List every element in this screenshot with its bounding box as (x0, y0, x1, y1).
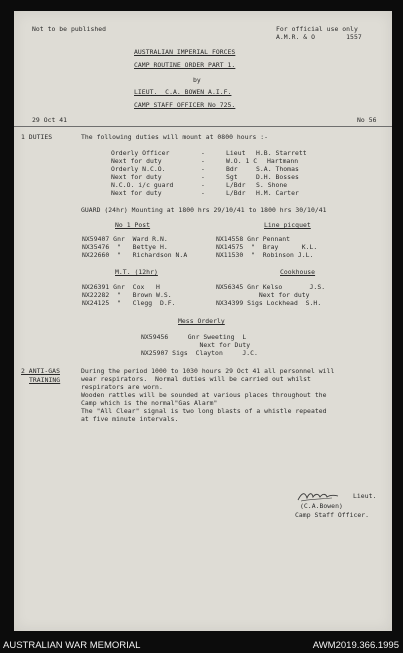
mess-entry: NX25907 Sigs Clayton J.C. (141, 349, 258, 357)
antigas-text-line: at five minute intervals. (81, 415, 179, 423)
duty-name: S.A. Thomas (256, 165, 299, 173)
post1-entry: NX22660 " Richardson N.A (82, 251, 188, 259)
mt-entry: NX22282 " Brown W.S. (82, 291, 172, 299)
duty-role: Orderly N.C.O. (111, 165, 166, 173)
cookhouse-title: Cookhouse (280, 268, 316, 276)
line-picquet-entry: NX14558 Gnr Pennant (216, 235, 291, 243)
mess-orderly-title: Mess Orderly (178, 317, 225, 325)
antigas-text-line: The "All Clear" signal is two long blasts of a whistle repeated (81, 407, 327, 415)
duty-rank: Sgt (226, 173, 238, 181)
mt-entry: NX24125 " Clegg D.F. (82, 299, 176, 307)
signature-rank: Lieut. (353, 492, 377, 500)
duty-rank: L/Bdr (226, 181, 246, 189)
header-rule (14, 126, 392, 127)
antigas-text-line: During the period 1000 to 1030 hours 29 Oct 41 all personnel will (81, 367, 335, 375)
duty-name: H.B. Starrett (256, 149, 307, 157)
title-staff-officer: CAMP STAFF OFFICER No 725. (134, 101, 236, 109)
duty-dash: - (201, 149, 205, 157)
duty-name: S. Shone (256, 181, 288, 189)
order-date: 29 Oct 41 (32, 116, 68, 124)
duty-rank: Lieut (226, 149, 246, 157)
archive-footer (0, 638, 403, 653)
line-picquet-title: Line picquet (264, 221, 311, 229)
duty-role: Next for duty (111, 173, 162, 181)
duty-role: N.C.O. i/c guard (111, 181, 174, 189)
line-picquet-entry: NX11530 " Robinson J.L. (216, 251, 314, 259)
duty-rank: L/Bdr (226, 189, 246, 197)
archive-reference: AWM2019.366.1995 (312, 640, 399, 651)
post1-entry: NX59407 Gnr Ward R.N. (82, 235, 168, 243)
post1-title: No 1 Post (115, 221, 151, 229)
duty-role: Orderly Officer (111, 149, 170, 157)
duties-intro: The following duties will mount at 0800 hours :- (81, 133, 269, 141)
duty-name: H.M. Carter (256, 189, 299, 197)
official-use-note: For official use only (276, 25, 358, 33)
title-order: CAMP ROUTINE ORDER PART 1. (134, 61, 236, 69)
reference-number: A.M.R. & O 1557 (276, 33, 362, 41)
antigas-label-2: TRAINING (29, 376, 61, 384)
duty-role: Next for duty (111, 189, 162, 197)
duties-label: 1 DUTIES (21, 133, 53, 141)
cookhouse-entry: NX34399 Sigs Lockhead S.H. (216, 299, 322, 307)
title-by: by (193, 76, 201, 84)
not-published-note: Not to be published (32, 25, 107, 33)
duty-name: Hartmann (267, 157, 299, 165)
antigas-text-line: wear respirators. Normal duties will be carried out whilst (81, 375, 311, 383)
title-forces: AUSTRALIAN IMPERIAL FORCES (134, 48, 236, 56)
duty-rank: W.O. 1 C (226, 157, 258, 165)
order-number: No 56 (357, 116, 377, 124)
antigas-text-line: Camp which is the normal"Gas Alarm" (81, 399, 218, 407)
duty-dash: - (201, 189, 205, 197)
mess-entry: Next for Duty (141, 341, 251, 349)
title-officer: LIEUT. C.A. BOWEN A.I.F. (134, 88, 232, 96)
duty-dash: - (201, 173, 205, 181)
duty-dash: - (201, 181, 205, 189)
signature-title: Camp Staff Officer. (295, 511, 370, 519)
document-page (14, 11, 392, 631)
duty-dash: - (201, 157, 205, 165)
duty-rank: Bdr (226, 165, 238, 173)
guard-line: GUARD (24hr) Mounting at 1800 hrs 29/10/41 to 1800 hrs 30/10/41 (81, 206, 327, 214)
duty-name: D.H. Bosses (256, 173, 299, 181)
antigas-text-line: Wooden rattles will be sounded at various places throughout the (81, 391, 327, 399)
mess-entry: NX59456 Gnr Sweeting L (141, 333, 247, 341)
mt-entry: NX26391 Gnr Cox H (82, 283, 160, 291)
antigas-label: 2 ANTI-GAS (21, 367, 60, 375)
signature-name: (C.A.Bowen) (300, 502, 343, 510)
cookhouse-entry: NX56345 Gnr Kelso J.S. (216, 283, 326, 291)
duty-role: Next for duty (111, 157, 162, 165)
antigas-text-line: respirators are worn. (81, 383, 163, 391)
line-picquet-entry: NX14575 " Bray K.L. (216, 243, 318, 251)
duty-dash: - (201, 165, 205, 173)
mt-title: M.T. (12hr) (115, 268, 158, 276)
archive-name: AUSTRALIAN WAR MEMORIAL (3, 640, 141, 651)
handwritten-signature (296, 489, 340, 503)
cookhouse-entry: Next for duty (216, 291, 310, 299)
post1-entry: NX35476 " Bettye H. (82, 243, 168, 251)
